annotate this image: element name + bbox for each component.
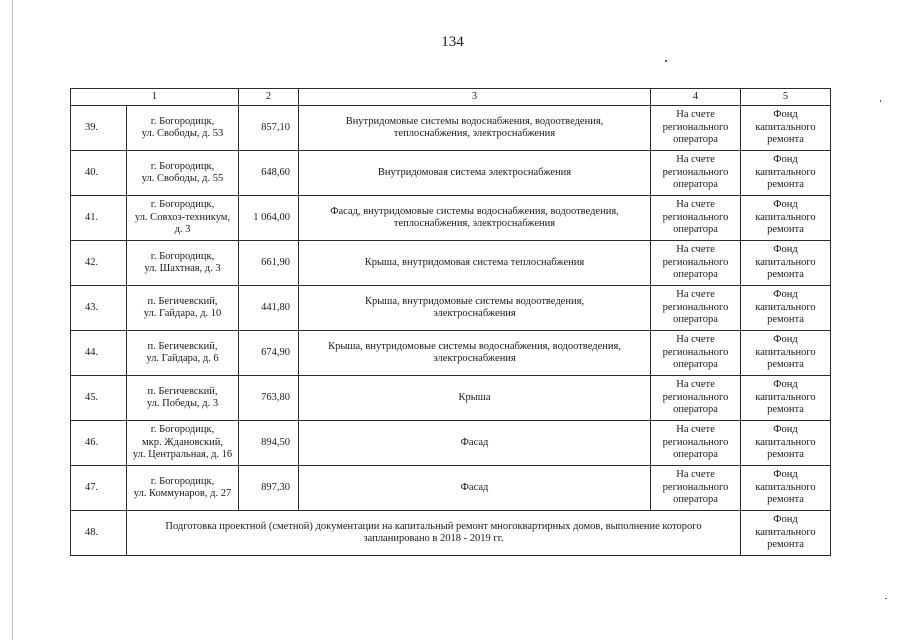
table-row [71, 286, 831, 331]
works-cell [299, 106, 651, 151]
fund-cell-line: капитального [755, 121, 816, 133]
works-cell-line: запланировано в 2018 - 2019 гг. [363, 533, 504, 544]
address-cell-line: г. Богородицк, [150, 199, 215, 211]
funding-source-cell-line: регионального [662, 346, 729, 358]
address-cell-line: ул. Свободы, д. 55 [141, 173, 224, 184]
address-cell-line: ул. Коммунаров, д. 27 [133, 488, 232, 499]
address-cell-line: мкр. Ждановский, [141, 436, 224, 448]
works-cell [127, 511, 741, 556]
funding-source-cell-line: На счете [676, 469, 715, 481]
fund-cell [741, 376, 831, 421]
funding-source-cell-line: На счете [676, 199, 715, 211]
funding-source-cell-line: регионального [662, 481, 729, 493]
funding-source-cell-line: регионального [662, 436, 729, 448]
address-cell [127, 196, 239, 241]
address-cell-line: ул. Свободы, д. 53 [141, 128, 224, 139]
address-cell-line: г. Богородицк, [150, 424, 215, 436]
table-body [71, 89, 831, 556]
funding-source-cell-line: оператора [673, 269, 718, 281]
header-col-5: 5 [741, 89, 831, 106]
header-col-1: 1 [71, 89, 239, 106]
left-margin-line [12, 0, 13, 640]
address-cell-line: ул. Гайдара, д. 6 [146, 353, 219, 364]
fund-cell [741, 421, 831, 466]
fund-cell-line: Фонд [773, 154, 798, 166]
area-cell: 661,90 [239, 241, 299, 286]
works-cell-line: Подготовка проектной (сметной) документации на капитальный ремонт многоквартирных домов, выполнение которого [165, 520, 702, 532]
area-cell: 897,30 [239, 466, 299, 511]
scan-speck [665, 60, 667, 62]
funding-source-cell-line: оператора [673, 314, 718, 326]
funding-source-cell [651, 196, 741, 241]
fund-cell-line: Фонд [773, 379, 798, 391]
address-cell [127, 376, 239, 421]
row-number: 42. [71, 241, 127, 286]
fund-cell [741, 151, 831, 196]
table-row [71, 151, 831, 196]
fund-cell [741, 196, 831, 241]
funding-source-cell-line: На счете [676, 334, 715, 346]
address-cell-line: ул. Шахтная, д. 3 [144, 263, 221, 274]
works-table [70, 88, 831, 556]
works-cell-line: Внутридомовые системы водоснабжения, водоотведения, [345, 115, 604, 127]
funding-source-cell-line: На счете [676, 244, 715, 256]
fund-cell-line: ремонта [767, 359, 804, 371]
address-cell-line: ул. Гайдара, д. 10 [143, 308, 222, 319]
area-cell: 763,80 [239, 376, 299, 421]
works-cell-line: Фасад [460, 481, 489, 493]
funding-source-cell-line: На счете [676, 379, 715, 391]
row-number: 40. [71, 151, 127, 196]
works-cell-line: Фасад [460, 436, 489, 448]
fund-cell-line: ремонта [767, 134, 804, 146]
works-cell [299, 196, 651, 241]
address-cell-line: ул. Совхоз-техникум, [134, 211, 231, 223]
funding-source-cell-line: регионального [662, 121, 729, 133]
header-col-4: 4 [651, 89, 741, 106]
fund-cell-line: Фонд [773, 514, 798, 526]
fund-cell-line: капитального [755, 211, 816, 223]
table-row [71, 511, 831, 556]
area-cell: 441,80 [239, 286, 299, 331]
works-cell-line: Крыша [458, 391, 491, 403]
address-cell-line: ул. Победы, д. 3 [146, 398, 219, 409]
row-number: 41. [71, 196, 127, 241]
fund-cell-line: Фонд [773, 109, 798, 121]
works-cell-line: Внутридомовая система электроснабжения [377, 166, 572, 178]
table-row [71, 196, 831, 241]
row-number: 47. [71, 466, 127, 511]
address-cell-line: п. Бегичевский, [147, 385, 218, 397]
fund-cell-line: Фонд [773, 469, 798, 481]
address-cell-line: г. Богородицк, [150, 115, 215, 127]
area-cell: 648,60 [239, 151, 299, 196]
row-number: 44. [71, 331, 127, 376]
works-cell-line: Фасад, внутридомовые системы водоснабжения, водоотведения, [330, 205, 619, 217]
fund-cell-line: капитального [755, 346, 816, 358]
works-cell-line: электроснабжения [433, 353, 516, 364]
fund-cell [741, 106, 831, 151]
funding-source-cell-line: оператора [673, 494, 718, 506]
row-number: 48. [71, 511, 127, 556]
funding-source-cell-line: На счете [676, 109, 715, 121]
fund-cell-line: Фонд [773, 289, 798, 301]
row-number: 46. [71, 421, 127, 466]
fund-cell [741, 241, 831, 286]
works-cell [299, 151, 651, 196]
fund-cell-line: ремонта [767, 269, 804, 281]
address-cell-line: ул. Центральная, д. 16 [132, 449, 233, 461]
fund-cell-line: капитального [755, 436, 816, 448]
funding-source-cell-line: регионального [662, 256, 729, 268]
funding-source-cell-line: оператора [673, 404, 718, 416]
funding-source-cell [651, 421, 741, 466]
area-cell: 894,50 [239, 421, 299, 466]
fund-cell-line: ремонта [767, 404, 804, 416]
works-cell-line: Крыша, внутридомовые системы водоотведения, [364, 295, 585, 307]
works-cell [299, 286, 651, 331]
address-cell [127, 286, 239, 331]
works-cell [299, 376, 651, 421]
funding-source-cell [651, 241, 741, 286]
row-number: 39. [71, 106, 127, 151]
header-col-3: 3 [299, 89, 651, 106]
works-cell-line: Крыша, внутридомовая система теплоснабжения [364, 256, 585, 268]
funding-source-cell-line: регионального [662, 211, 729, 223]
fund-cell-line: капитального [755, 391, 816, 403]
funding-source-cell-line: На счете [676, 154, 715, 166]
fund-cell [741, 331, 831, 376]
row-number: 45. [71, 376, 127, 421]
fund-cell-line: ремонта [767, 449, 804, 461]
funding-source-cell-line: оператора [673, 449, 718, 461]
fund-cell-line: ремонта [767, 179, 804, 191]
fund-cell-line: капитального [755, 166, 816, 178]
page-number: 134 [441, 34, 464, 50]
funding-source-cell-line: оператора [673, 224, 718, 236]
area-cell: 857,10 [239, 106, 299, 151]
table-row [71, 331, 831, 376]
fund-cell-line: капитального [755, 301, 816, 313]
fund-cell-line: ремонта [767, 314, 804, 326]
fund-cell-line: капитального [755, 256, 816, 268]
funding-source-cell [651, 466, 741, 511]
fund-cell-line: ремонта [767, 494, 804, 506]
works-cell [299, 241, 651, 286]
fund-cell-line: капитального [755, 481, 816, 493]
funding-source-cell-line: регионального [662, 166, 729, 178]
funding-source-cell [651, 331, 741, 376]
address-cell-line: г. Богородицк, [150, 475, 215, 487]
address-cell [127, 151, 239, 196]
address-cell [127, 241, 239, 286]
table-row [71, 106, 831, 151]
funding-source-cell-line: оператора [673, 179, 718, 191]
address-cell-line: п. Бегичевский, [147, 340, 218, 352]
works-cell-line: Крыша, внутридомовые системы водоснабжения, водоотведения, [328, 340, 621, 352]
address-cell [127, 106, 239, 151]
fund-cell-line: ремонта [767, 224, 804, 236]
address-cell-line: п. Бегичевский, [147, 295, 218, 307]
funding-source-cell [651, 286, 741, 331]
table-header-row [71, 89, 831, 106]
works-cell [299, 331, 651, 376]
row-number: 43. [71, 286, 127, 331]
fund-cell-line: Фонд [773, 424, 798, 436]
scan-speck [885, 598, 887, 599]
address-cell [127, 466, 239, 511]
address-cell-line: г. Богородицк, [150, 160, 215, 172]
fund-cell [741, 286, 831, 331]
table-row [71, 376, 831, 421]
area-cell: 674,90 [239, 331, 299, 376]
header-col-2: 2 [239, 89, 299, 106]
works-cell-line: теплоснабжения, электроснабжения [393, 128, 556, 139]
table-row [71, 421, 831, 466]
works-cell-line: теплоснабжения, электроснабжения [393, 218, 556, 229]
address-cell [127, 421, 239, 466]
table-row [71, 241, 831, 286]
fund-cell [741, 466, 831, 511]
fund-cell-line: Фонд [773, 199, 798, 211]
fund-cell [741, 511, 831, 556]
funding-source-cell [651, 106, 741, 151]
scan-speck [880, 100, 881, 102]
address-cell-line: г. Богородицк, [150, 250, 215, 262]
funding-source-cell-line: регионального [662, 391, 729, 403]
works-cell [299, 421, 651, 466]
fund-cell-line: капитального [755, 526, 816, 538]
table-row [71, 466, 831, 511]
funding-source-cell-line: регионального [662, 301, 729, 313]
funding-source-cell-line: На счете [676, 424, 715, 436]
address-cell [127, 331, 239, 376]
funding-source-cell-line: оператора [673, 359, 718, 371]
funding-source-cell [651, 151, 741, 196]
funding-source-cell-line: На счете [676, 289, 715, 301]
works-cell-line: электроснабжения [433, 308, 516, 319]
fund-cell-line: ремонта [767, 539, 804, 551]
address-cell-line: д. 3 [174, 224, 191, 236]
works-cell [299, 466, 651, 511]
fund-cell-line: Фонд [773, 334, 798, 346]
fund-cell-line: Фонд [773, 244, 798, 256]
funding-source-cell-line: оператора [673, 134, 718, 146]
area-cell: 1 064,00 [239, 196, 299, 241]
funding-source-cell [651, 376, 741, 421]
